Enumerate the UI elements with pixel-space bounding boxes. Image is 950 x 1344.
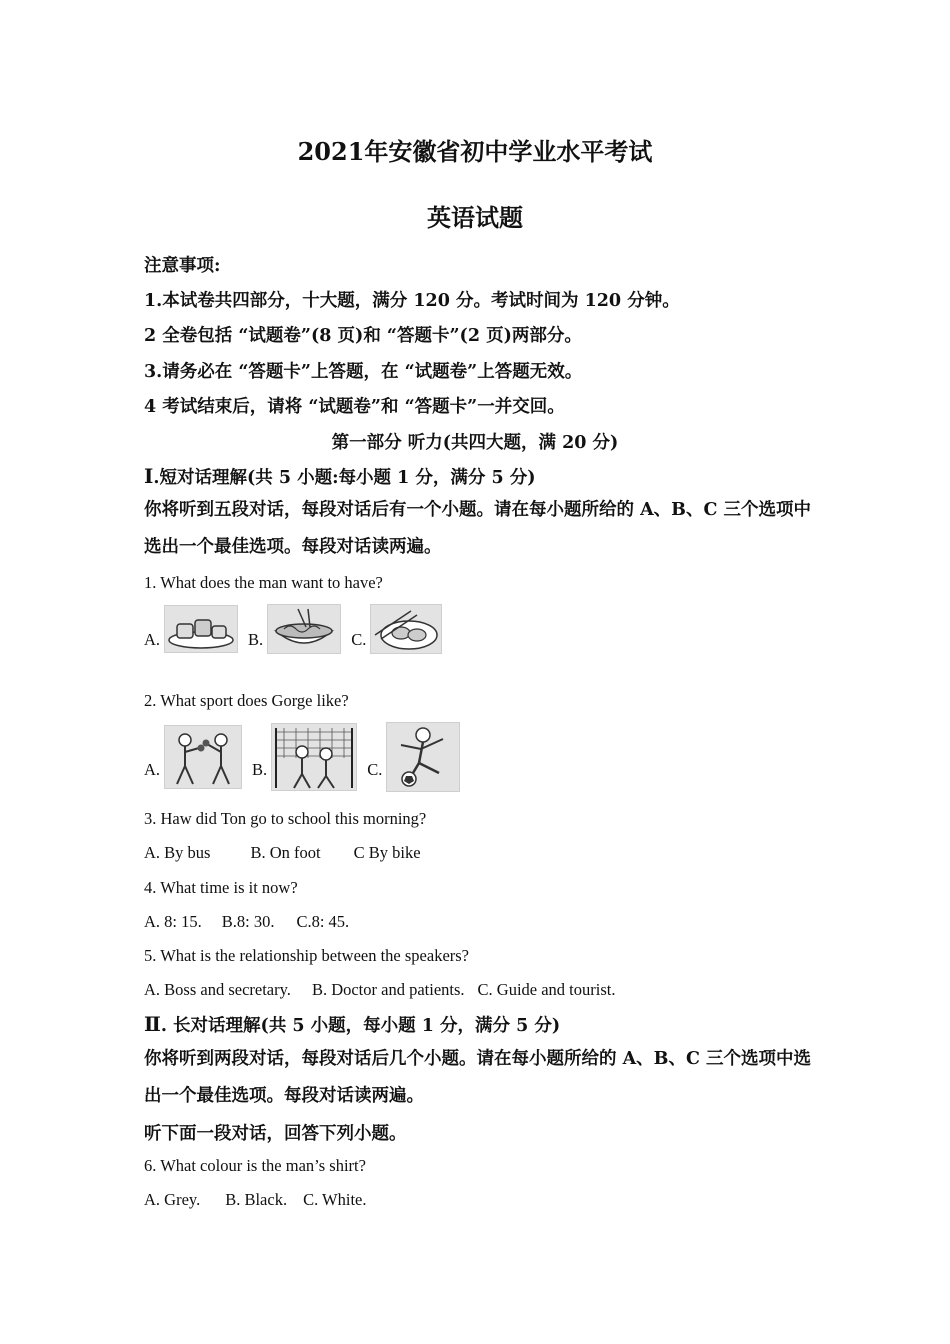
boxing-picture: [164, 725, 242, 789]
exam-subtitle: 英语试题: [427, 203, 523, 232]
note-item-1: 1.本试卷共四部分，十大题，满分 120 分。考试时间为 120 分钟。: [144, 291, 680, 311]
volleyball-picture: [271, 723, 357, 791]
question-1: 1. What does the man want to have?: [144, 573, 383, 592]
note-item-4: 4 考试结束后，请将 “试题卷”和 “答题卡”一并交回。: [144, 397, 565, 417]
q5-option-a: A. Boss and secretary.: [144, 980, 291, 999]
cake-picture: [164, 605, 238, 653]
question-3-options: [144, 843, 421, 863]
note-item-2: 2 全卷包括 “试题卷”(8 页)和 “答题卡”(2 页)两部分。: [144, 326, 582, 346]
q4-option-b: B.8: 30.: [221, 912, 275, 931]
football-picture: [386, 722, 460, 792]
q6-option-b: B. Black.: [225, 1190, 288, 1209]
section2-title: . 长对话理解(共 5 小题，每小题 1 分，满分 5 分): [160, 1016, 561, 1036]
section1-instruction: 你将听到五段对话，每段对话后有一个小题。请在每小题所给的 A、B、C 三个选项中选出一个最佳选项。每段对话读两遍。: [144, 500, 811, 557]
q6-option-c: C. White.: [303, 1190, 367, 1209]
q3-option-a: A. By bus: [144, 843, 211, 862]
q1-option-b-label: B.: [248, 630, 264, 649]
q5-option-b: B. Doctor and patients.: [311, 980, 465, 999]
noodles-picture: [267, 604, 341, 654]
section1-title: .短对话理解(共 5 小题:每小题 1 分，满分 5 分): [153, 468, 536, 488]
question-5: 5. What is the relationship between the speakers?: [144, 946, 470, 965]
q6-option-a: A. Grey.: [144, 1190, 201, 1209]
note-item-3: 3.请务必在 “答题卡”上答题，在 “试题卷”上答题无效。: [144, 362, 583, 382]
question-3: 3. Haw did Ton go to school this morning?: [144, 809, 427, 828]
part1-heading: 第一部分 听力(共四大题，满 20 分): [331, 433, 619, 453]
section2-sub-instruction: 听下面一段对话，回答下列小题。: [144, 1124, 407, 1144]
question-4-options: [144, 912, 349, 932]
notes-heading: 注意事项:: [144, 256, 221, 276]
question-5-options: [144, 980, 615, 1000]
question-6: 6. What colour is the man’s shirt?: [144, 1156, 366, 1175]
dumplings-picture: [370, 604, 442, 654]
q2-option-a-label: A.: [144, 760, 161, 779]
q1-option-a-label: A.: [144, 630, 161, 649]
q5-option-c: C. Guide and tourist.: [477, 980, 616, 999]
section2-heading: [144, 1012, 560, 1037]
question-1-options: [144, 604, 452, 654]
q3-option-b: B. On foot: [250, 843, 321, 862]
q4-option-a: A. 8: 15.: [144, 912, 202, 931]
q2-option-b-label: B.: [252, 760, 268, 779]
question-2: 2. What sport does Gorge like?: [144, 691, 349, 710]
question-4: 4. What time is it now?: [144, 878, 298, 897]
section1-numeral: Ⅰ: [144, 464, 154, 488]
exam-title: 2021年安徽省初中学业水平考试: [297, 137, 653, 166]
q1-option-c-label: C.: [351, 630, 367, 649]
question-6-options: [144, 1190, 366, 1210]
section2-numeral: Ⅱ: [144, 1012, 161, 1036]
question-2-options: [144, 722, 470, 792]
q4-option-c: C.8: 45.: [296, 912, 350, 931]
section1-heading: [144, 464, 536, 489]
section2-instruction: 你将听到两段对话，每段对话后几个小题。请在每小题所给的 A、B、C 三个选项中选出一个最佳选项。每段对话读两遍。: [144, 1049, 811, 1106]
q2-option-c-label: C.: [367, 760, 383, 779]
q3-option-c: C By bike: [353, 843, 421, 862]
